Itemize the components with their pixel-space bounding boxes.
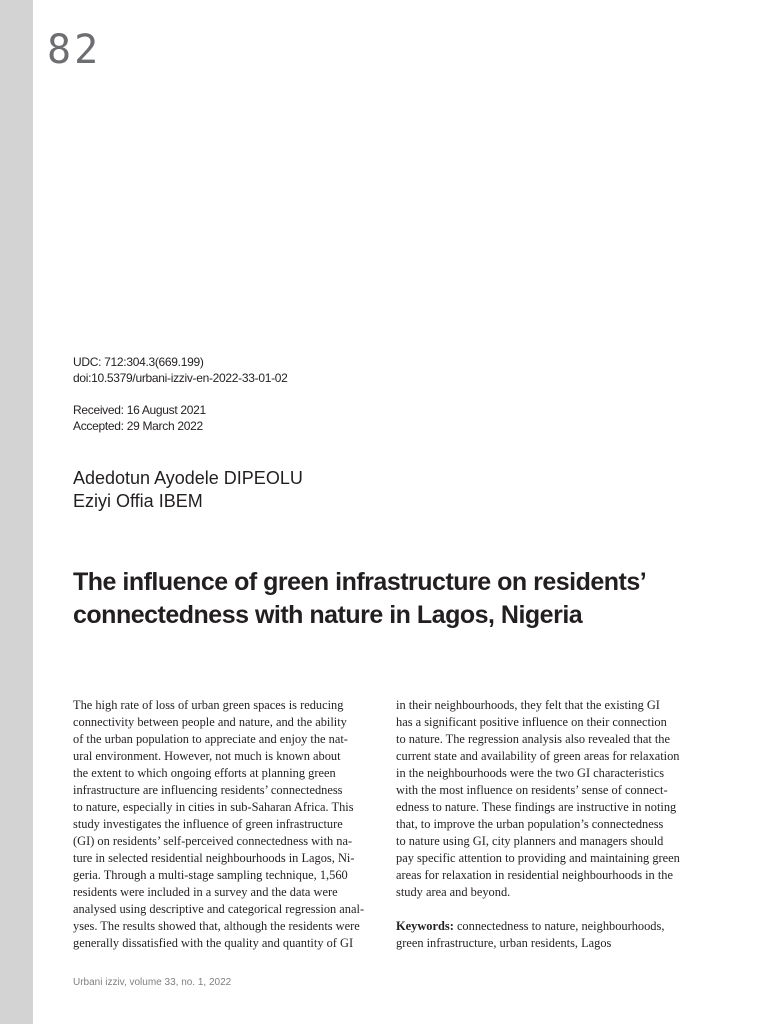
abstract-line: current state and availability of green areas for relaxation: [396, 749, 680, 763]
doi: doi:10.5379/urbani-izziv-en-2022-33-01-02: [73, 371, 288, 385]
abstract-line: to nature using GI, city planners and managers should: [396, 834, 664, 848]
abstract-line: yses. The results showed that, although the residents were: [73, 919, 360, 933]
abstract-line: ture in selected residential neighbourhoods in Lagos, Ni-: [73, 851, 355, 865]
abstract-line: infrastructure are influencing residents’ connectedness: [73, 783, 343, 797]
abstract-line: to nature, especially in cities in sub-Saharan Africa. This: [73, 800, 354, 814]
abstract-line: geria. Through a multi-stage sampling technique, 1,560: [73, 868, 348, 882]
abstract-line: to nature. The regression analysis also revealed that the: [396, 732, 670, 746]
keywords-text: connectedness to nature, neighbourhoods,: [456, 919, 665, 933]
abstract-line: analysed using descriptive and categorical regression anal-: [73, 902, 365, 916]
identifier-block: [73, 354, 288, 386]
dates-block: [73, 402, 206, 434]
page-number: 82: [47, 27, 102, 73]
abstract-line: generally dissatisfied with the quality and quantity of GI: [73, 936, 354, 950]
keywords-line: green infrastructure, urban residents, Lagos: [396, 936, 612, 950]
abstract-line: the extent to which ongoing efforts at planning green: [73, 766, 336, 780]
abstract-line: has a significant positive influence on their connection: [396, 715, 667, 729]
keywords-label: Keywords:: [396, 919, 454, 933]
abstract-line: (GI) on residents’ self-perceived connectedness with na-: [73, 834, 353, 848]
journal-footer: Urbani izziv, volume 33, no. 1, 2022: [73, 977, 232, 988]
author-list: [73, 467, 303, 513]
abstract-line: with the most influence on residents’ sense of connect-: [396, 783, 668, 797]
article-title: [73, 566, 713, 632]
abstract-line: study investigates the influence of green infrastructure: [73, 817, 343, 831]
udc-code: UDC: 712:304.3(669.199): [73, 355, 204, 369]
keywords-line: [396, 918, 694, 935]
received-date: Received: 16 August 2021: [73, 403, 206, 417]
abstract-line: study area and beyond.: [396, 885, 511, 899]
accepted-date: Accepted: 29 March 2022: [73, 419, 203, 433]
side-margin-bar: [0, 0, 33, 1024]
abstract-line: connectivity between people and nature, and the ability: [73, 715, 347, 729]
abstract-line: areas for relaxation in residential neighbourhoods in the: [396, 868, 673, 882]
abstract-line: in the neighbourhoods were the two GI characteristics: [396, 766, 665, 780]
abstract-line: residents were included in a survey and the data were: [73, 885, 338, 899]
keywords-block: [396, 918, 694, 952]
author-name: Adedotun Ayodele DIPEOLU: [73, 468, 303, 488]
abstract-column-left: [73, 697, 371, 952]
abstract-line: ural environment. However, not much is known about: [73, 749, 341, 763]
abstract-line: in their neighbourhoods, they felt that the existing GI: [396, 698, 660, 712]
abstract-line: The high rate of loss of urban green spaces is reducing: [73, 698, 344, 712]
abstract-line: edness to nature. These findings are instructive in noting: [396, 800, 677, 814]
abstract-line: pay specific attention to providing and maintaining green: [396, 851, 680, 865]
title-line: The influence of green infrastructure on residents’: [73, 568, 647, 596]
title-line: connectedness with nature in Lagos, Nigeria: [73, 601, 583, 629]
abstract-line: of the urban population to appreciate and enjoy the nat-: [73, 732, 348, 746]
abstract-column-right: [396, 697, 694, 952]
abstract-line: that, to improve the urban population’s connectedness: [396, 817, 664, 831]
author-name: Eziyi Offia IBEM: [73, 491, 203, 511]
